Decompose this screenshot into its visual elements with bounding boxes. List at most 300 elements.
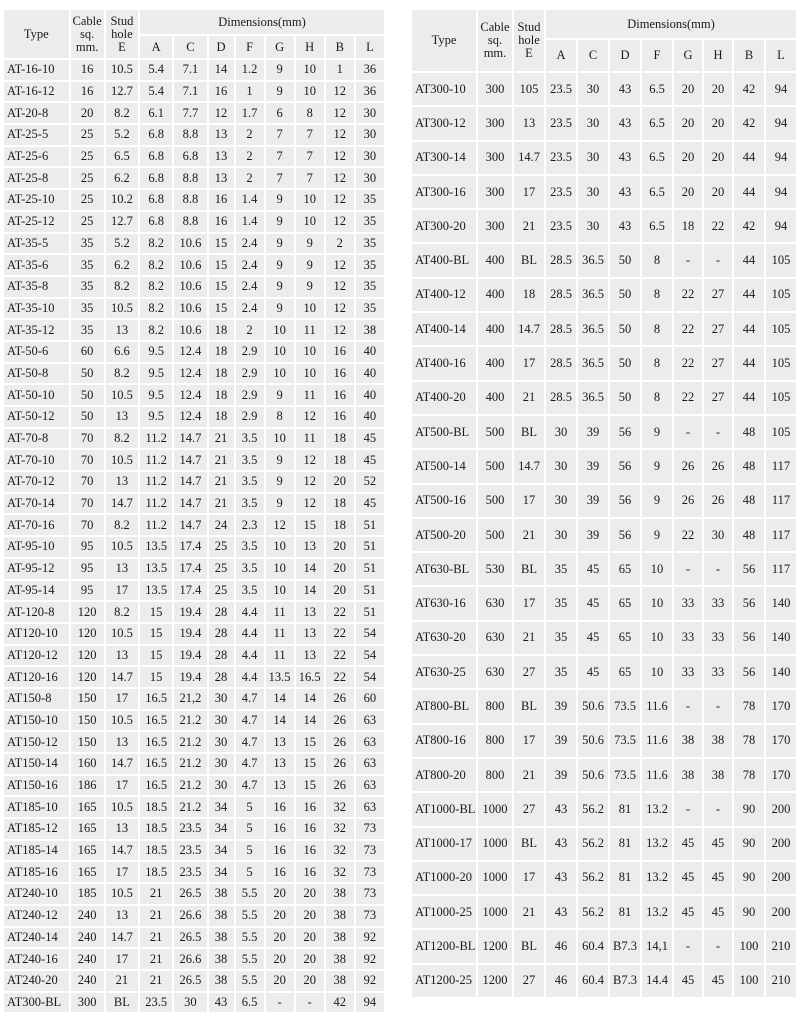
value-cell: 17 (106, 862, 138, 882)
value-cell: 1000 (478, 862, 512, 894)
value-cell: 9 (266, 277, 294, 297)
value-cell: 10.5 (106, 299, 138, 319)
value-cell: 150 (71, 689, 104, 709)
value-cell: 30 (546, 485, 576, 517)
value-cell: 9 (266, 494, 294, 514)
value-cell: 19.4 (174, 646, 206, 666)
value-cell: 5 (236, 841, 264, 861)
value-cell: 25 (71, 147, 104, 167)
type-cell: AT300-16 (412, 176, 476, 208)
value-cell: 9 (296, 277, 324, 297)
value-cell: 165 (71, 797, 104, 817)
table-row (4, 624, 384, 644)
value-cell: 56.2 (578, 828, 608, 860)
value-cell: 10.5 (106, 537, 138, 557)
value-cell: 38 (704, 759, 732, 791)
type-cell: AT1000-BL (412, 793, 476, 825)
value-cell: 43 (610, 142, 640, 174)
value-cell: 50 (610, 279, 640, 311)
type-cell: AT500-16 (412, 485, 476, 517)
value-cell: 14.7 (174, 494, 206, 514)
type-cell: AT-35-8 (4, 277, 69, 297)
table-row (4, 884, 384, 904)
value-cell: 26 (326, 711, 354, 731)
value-cell: 32 (326, 819, 354, 839)
value-cell: 18.5 (140, 862, 172, 882)
value-cell: 17 (514, 725, 544, 757)
value-cell: BL (514, 416, 544, 448)
value-cell: 94 (766, 142, 796, 174)
type-cell: AT500-BL (412, 416, 476, 448)
value-cell: 44 (734, 279, 764, 311)
value-cell: 94 (766, 107, 796, 139)
value-cell: 800 (478, 759, 512, 791)
value-cell: 12 (326, 147, 354, 167)
value-cell: - (296, 993, 324, 1013)
value-cell: 95 (71, 581, 104, 601)
value-cell: 1.4 (236, 190, 264, 210)
value-cell: 240 (71, 971, 104, 991)
value-cell: 8 (642, 347, 672, 379)
value-cell: 16.5 (140, 711, 172, 731)
type-cell: AT800-16 (412, 725, 476, 757)
value-cell: 20 (704, 73, 732, 105)
type-cell: AT240-16 (4, 949, 69, 969)
type-cell: AT-35-6 (4, 255, 69, 275)
value-cell: 530 (478, 553, 512, 585)
value-cell: 210 (766, 965, 796, 997)
value-cell: 8.2 (140, 320, 172, 340)
value-cell: 45 (704, 862, 732, 894)
type-cell: AT-70-10 (4, 450, 69, 470)
value-cell: 43 (610, 210, 640, 242)
value-cell: 7 (266, 168, 294, 188)
value-cell: 5.5 (236, 949, 264, 969)
value-cell: - (704, 416, 732, 448)
value-cell: 46 (546, 965, 576, 997)
value-cell: 20 (266, 949, 294, 969)
value-cell: 16 (296, 841, 324, 861)
type-cell: AT-25-10 (4, 190, 69, 210)
type-cell: AT-50-10 (4, 385, 69, 405)
value-cell: 30 (546, 519, 576, 551)
value-cell: B7.3 (610, 965, 640, 997)
value-cell: 4.7 (236, 711, 264, 731)
value-cell: 36.5 (578, 244, 608, 276)
value-cell: 4.4 (236, 646, 264, 666)
table-row (4, 385, 384, 405)
value-cell: 10 (266, 581, 294, 601)
value-cell: 20 (71, 103, 104, 123)
type-cell: AT150-10 (4, 711, 69, 731)
type-cell: AT800-20 (412, 759, 476, 791)
table-row (412, 965, 796, 997)
value-cell: 2.4 (236, 234, 264, 254)
value-cell: 117 (766, 553, 796, 585)
table-row (4, 776, 384, 796)
value-cell: 43 (209, 993, 234, 1013)
value-cell: 9 (642, 416, 672, 448)
value-cell: 14 (266, 689, 294, 709)
value-cell: 21 (514, 382, 544, 414)
value-cell: 10 (296, 299, 324, 319)
value-cell: 36 (356, 82, 384, 102)
table-row (4, 494, 384, 514)
value-cell: 16 (296, 819, 324, 839)
value-cell: 8.2 (106, 277, 138, 297)
value-cell: 81 (610, 793, 640, 825)
value-cell: 15 (140, 646, 172, 666)
table-row (4, 971, 384, 991)
value-cell: 30 (578, 107, 608, 139)
value-cell: 8.8 (174, 212, 206, 232)
value-cell: 39 (546, 725, 576, 757)
value-cell: 13 (514, 107, 544, 139)
value-cell: 30 (209, 732, 234, 752)
type-cell: AT150-12 (4, 732, 69, 752)
value-cell: 50.6 (578, 690, 608, 722)
value-cell: 22 (704, 210, 732, 242)
value-cell: 4.4 (236, 624, 264, 644)
value-cell: 32 (326, 862, 354, 882)
value-cell: 28 (209, 646, 234, 666)
value-cell: 12 (326, 82, 354, 102)
value-cell: 56 (610, 519, 640, 551)
value-cell: 38 (326, 949, 354, 969)
value-cell: 9 (296, 255, 324, 275)
value-cell: 35 (356, 299, 384, 319)
table-row (4, 559, 384, 579)
value-cell: 45 (578, 587, 608, 619)
value-cell: 20 (704, 107, 732, 139)
value-cell: 10.5 (106, 624, 138, 644)
stud-hole-header: Stud hole E (106, 10, 138, 58)
value-cell: 39 (578, 485, 608, 517)
value-cell: 165 (71, 862, 104, 882)
value-cell: 20 (326, 581, 354, 601)
value-cell: 105 (766, 279, 796, 311)
type-cell: AT-70-14 (4, 494, 69, 514)
value-cell: 14.7 (106, 841, 138, 861)
value-cell: 6.5 (642, 73, 672, 105)
value-cell: 2 (236, 125, 264, 145)
value-cell: 30 (209, 689, 234, 709)
table-row (4, 689, 384, 709)
value-cell: 23.5 (546, 176, 576, 208)
value-cell: 13 (266, 776, 294, 796)
type-cell: AT-25-12 (4, 212, 69, 232)
value-cell: 20 (296, 928, 324, 948)
type-cell: AT630-20 (412, 622, 476, 654)
value-cell: 16 (209, 82, 234, 102)
value-cell: 27 (704, 382, 732, 414)
value-cell: 30 (356, 168, 384, 188)
value-cell: 36.5 (578, 279, 608, 311)
value-cell: 5.2 (106, 125, 138, 145)
value-cell: 20 (674, 107, 702, 139)
value-cell: 8.2 (140, 277, 172, 297)
value-cell: 22 (326, 646, 354, 666)
dim-col-header-h: H (704, 40, 732, 71)
value-cell: 26.5 (174, 884, 206, 904)
value-cell: 7 (266, 147, 294, 167)
value-cell: 13.5 (140, 537, 172, 557)
value-cell: 56 (610, 450, 640, 482)
value-cell: BL (514, 828, 544, 860)
value-cell: 7.1 (174, 82, 206, 102)
value-cell: 33 (674, 587, 702, 619)
value-cell: 120 (71, 624, 104, 644)
value-cell: 26 (674, 485, 702, 517)
value-cell: 17.4 (174, 537, 206, 557)
value-cell: 17 (106, 581, 138, 601)
value-cell: 26 (704, 485, 732, 517)
value-cell: 7.1 (174, 60, 206, 80)
value-cell: 22 (674, 279, 702, 311)
value-cell: 44 (734, 176, 764, 208)
type-cell: AT-25-8 (4, 168, 69, 188)
value-cell: 50 (610, 244, 640, 276)
value-cell: 30 (356, 103, 384, 123)
type-cell: AT400-12 (412, 279, 476, 311)
value-cell: 20 (266, 884, 294, 904)
value-cell: 1000 (478, 828, 512, 860)
value-cell: 94 (766, 176, 796, 208)
value-cell: 10.5 (106, 385, 138, 405)
value-cell: 26 (674, 450, 702, 482)
value-cell: 26 (326, 732, 354, 752)
value-cell: 21.2 (174, 754, 206, 774)
value-cell: 5.4 (140, 60, 172, 80)
type-cell: AT1000-25 (412, 896, 476, 928)
value-cell: 12 (209, 103, 234, 123)
value-cell: 19.4 (174, 602, 206, 622)
value-cell: 21 (514, 519, 544, 551)
value-cell: 50.6 (578, 725, 608, 757)
value-cell: 3.5 (236, 559, 264, 579)
value-cell: 11.2 (140, 450, 172, 470)
value-cell: 5 (236, 797, 264, 817)
value-cell: 16.5 (140, 732, 172, 752)
value-cell: 15 (296, 732, 324, 752)
table-row (4, 450, 384, 470)
value-cell: 38 (209, 928, 234, 948)
value-cell: 12.4 (174, 364, 206, 384)
value-cell: 12.4 (174, 407, 206, 427)
value-cell: 44 (734, 347, 764, 379)
value-cell: 12 (326, 320, 354, 340)
table-body (412, 73, 796, 997)
value-cell: 35 (71, 299, 104, 319)
type-cell: AT-35-5 (4, 234, 69, 254)
lug-table-left (2, 8, 386, 1014)
value-cell: 23.5 (140, 993, 172, 1013)
value-cell: 1000 (478, 896, 512, 928)
table-row (4, 299, 384, 319)
value-cell: 20 (266, 906, 294, 926)
value-cell: 170 (766, 759, 796, 791)
value-cell: 63 (356, 732, 384, 752)
value-cell: 16 (209, 212, 234, 232)
stud-hole-header: Stud hole E (514, 10, 544, 71)
value-cell: 32 (326, 841, 354, 861)
table-row (4, 862, 384, 882)
type-cell: AT300-BL (4, 993, 69, 1013)
value-cell: 185 (71, 884, 104, 904)
value-cell: 26 (704, 450, 732, 482)
value-cell: 73.5 (610, 725, 640, 757)
type-cell: AT1200-25 (412, 965, 476, 997)
value-cell: 40 (356, 407, 384, 427)
value-cell: 30 (209, 776, 234, 796)
value-cell: 43 (546, 828, 576, 860)
type-cell: AT-20-8 (4, 103, 69, 123)
type-cell: AT-50-6 (4, 342, 69, 362)
value-cell: 2 (236, 147, 264, 167)
table-row (4, 711, 384, 731)
table-row (4, 754, 384, 774)
value-cell: 8.2 (106, 429, 138, 449)
value-cell: 23.5 (546, 73, 576, 105)
table-row (412, 347, 796, 379)
value-cell: BL (514, 930, 544, 962)
type-cell: AT300-12 (412, 107, 476, 139)
value-cell: 10.6 (174, 299, 206, 319)
type-cell: AT300-14 (412, 142, 476, 174)
value-cell: 140 (766, 656, 796, 688)
type-cell: AT-25-5 (4, 125, 69, 145)
value-cell: 17.4 (174, 581, 206, 601)
value-cell: 28.5 (546, 347, 576, 379)
value-cell: 26 (326, 689, 354, 709)
value-cell: 400 (478, 279, 512, 311)
value-cell: 5.5 (236, 906, 264, 926)
value-cell: 30 (578, 142, 608, 174)
value-cell: 20 (296, 971, 324, 991)
value-cell: 3.5 (236, 429, 264, 449)
value-cell: 630 (478, 622, 512, 654)
type-cell: AT300-20 (412, 210, 476, 242)
value-cell: 30 (578, 176, 608, 208)
value-cell: 630 (478, 587, 512, 619)
value-cell: - (266, 993, 294, 1013)
value-cell: 45 (674, 828, 702, 860)
value-cell: 15 (140, 667, 172, 687)
value-cell: 39 (578, 519, 608, 551)
value-cell: 13.2 (642, 793, 672, 825)
value-cell: 8 (642, 313, 672, 345)
value-cell: 500 (478, 450, 512, 482)
value-cell: 95 (71, 537, 104, 557)
value-cell: 9 (642, 485, 672, 517)
table-row (412, 828, 796, 860)
value-cell: 33 (704, 587, 732, 619)
value-cell: 12 (296, 450, 324, 470)
value-cell: 90 (734, 862, 764, 894)
value-cell: 45 (578, 622, 608, 654)
value-cell: 24 (209, 515, 234, 535)
value-cell: 13.2 (642, 828, 672, 860)
table-row (4, 103, 384, 123)
value-cell: 6.2 (106, 255, 138, 275)
value-cell: - (674, 244, 702, 276)
value-cell: 120 (71, 602, 104, 622)
table-row (412, 896, 796, 928)
value-cell: 8.8 (174, 190, 206, 210)
value-cell: 70 (71, 515, 104, 535)
type-cell: AT-25-6 (4, 147, 69, 167)
type-cell: AT150-8 (4, 689, 69, 709)
value-cell: 8 (642, 279, 672, 311)
value-cell: 200 (766, 793, 796, 825)
value-cell: 19.4 (174, 667, 206, 687)
value-cell: 11.2 (140, 429, 172, 449)
value-cell: 60.4 (578, 965, 608, 997)
value-cell: 21 (209, 429, 234, 449)
value-cell: 43 (610, 107, 640, 139)
value-cell: 6.1 (140, 103, 172, 123)
value-cell: 5.2 (106, 234, 138, 254)
value-cell: 17 (514, 347, 544, 379)
value-cell: 9 (266, 472, 294, 492)
value-cell: 17 (106, 949, 138, 969)
value-cell: 38 (326, 971, 354, 991)
value-cell: 14.7 (106, 667, 138, 687)
table-row (4, 581, 384, 601)
value-cell: 6.6 (106, 342, 138, 362)
table-row (4, 255, 384, 275)
value-cell: 28 (209, 667, 234, 687)
value-cell: 42 (326, 993, 354, 1013)
value-cell: 33 (704, 622, 732, 654)
value-cell: 12 (296, 407, 324, 427)
value-cell: 11 (266, 602, 294, 622)
table-row (4, 949, 384, 969)
value-cell: 26.6 (174, 949, 206, 969)
value-cell: 56 (734, 656, 764, 688)
value-cell: 22 (326, 624, 354, 644)
table-row (412, 725, 796, 757)
value-cell: 150 (71, 711, 104, 731)
value-cell: 21 (140, 906, 172, 926)
type-cell: AT-16-12 (4, 82, 69, 102)
value-cell: 38 (209, 949, 234, 969)
value-cell: 10 (296, 364, 324, 384)
value-cell: 38 (326, 906, 354, 926)
value-cell: 1200 (478, 965, 512, 997)
value-cell: 10 (296, 82, 324, 102)
value-cell: 2 (236, 168, 264, 188)
table-row (412, 930, 796, 962)
value-cell: 25 (209, 537, 234, 557)
value-cell: 45 (356, 429, 384, 449)
value-cell: 105 (766, 416, 796, 448)
value-cell: 10.2 (106, 190, 138, 210)
value-cell: 8 (642, 382, 672, 414)
value-cell: 56.2 (578, 793, 608, 825)
value-cell: 10 (296, 60, 324, 80)
value-cell: 11 (296, 320, 324, 340)
dim-col-header-d: D (209, 36, 234, 58)
value-cell: 7 (296, 147, 324, 167)
value-cell: 17 (514, 176, 544, 208)
cable-header: Cable sq. mm. (478, 10, 512, 71)
table-row (4, 429, 384, 449)
value-cell: 400 (478, 347, 512, 379)
value-cell: 21 (209, 450, 234, 470)
value-cell: 56 (610, 485, 640, 517)
table-row (4, 320, 384, 340)
